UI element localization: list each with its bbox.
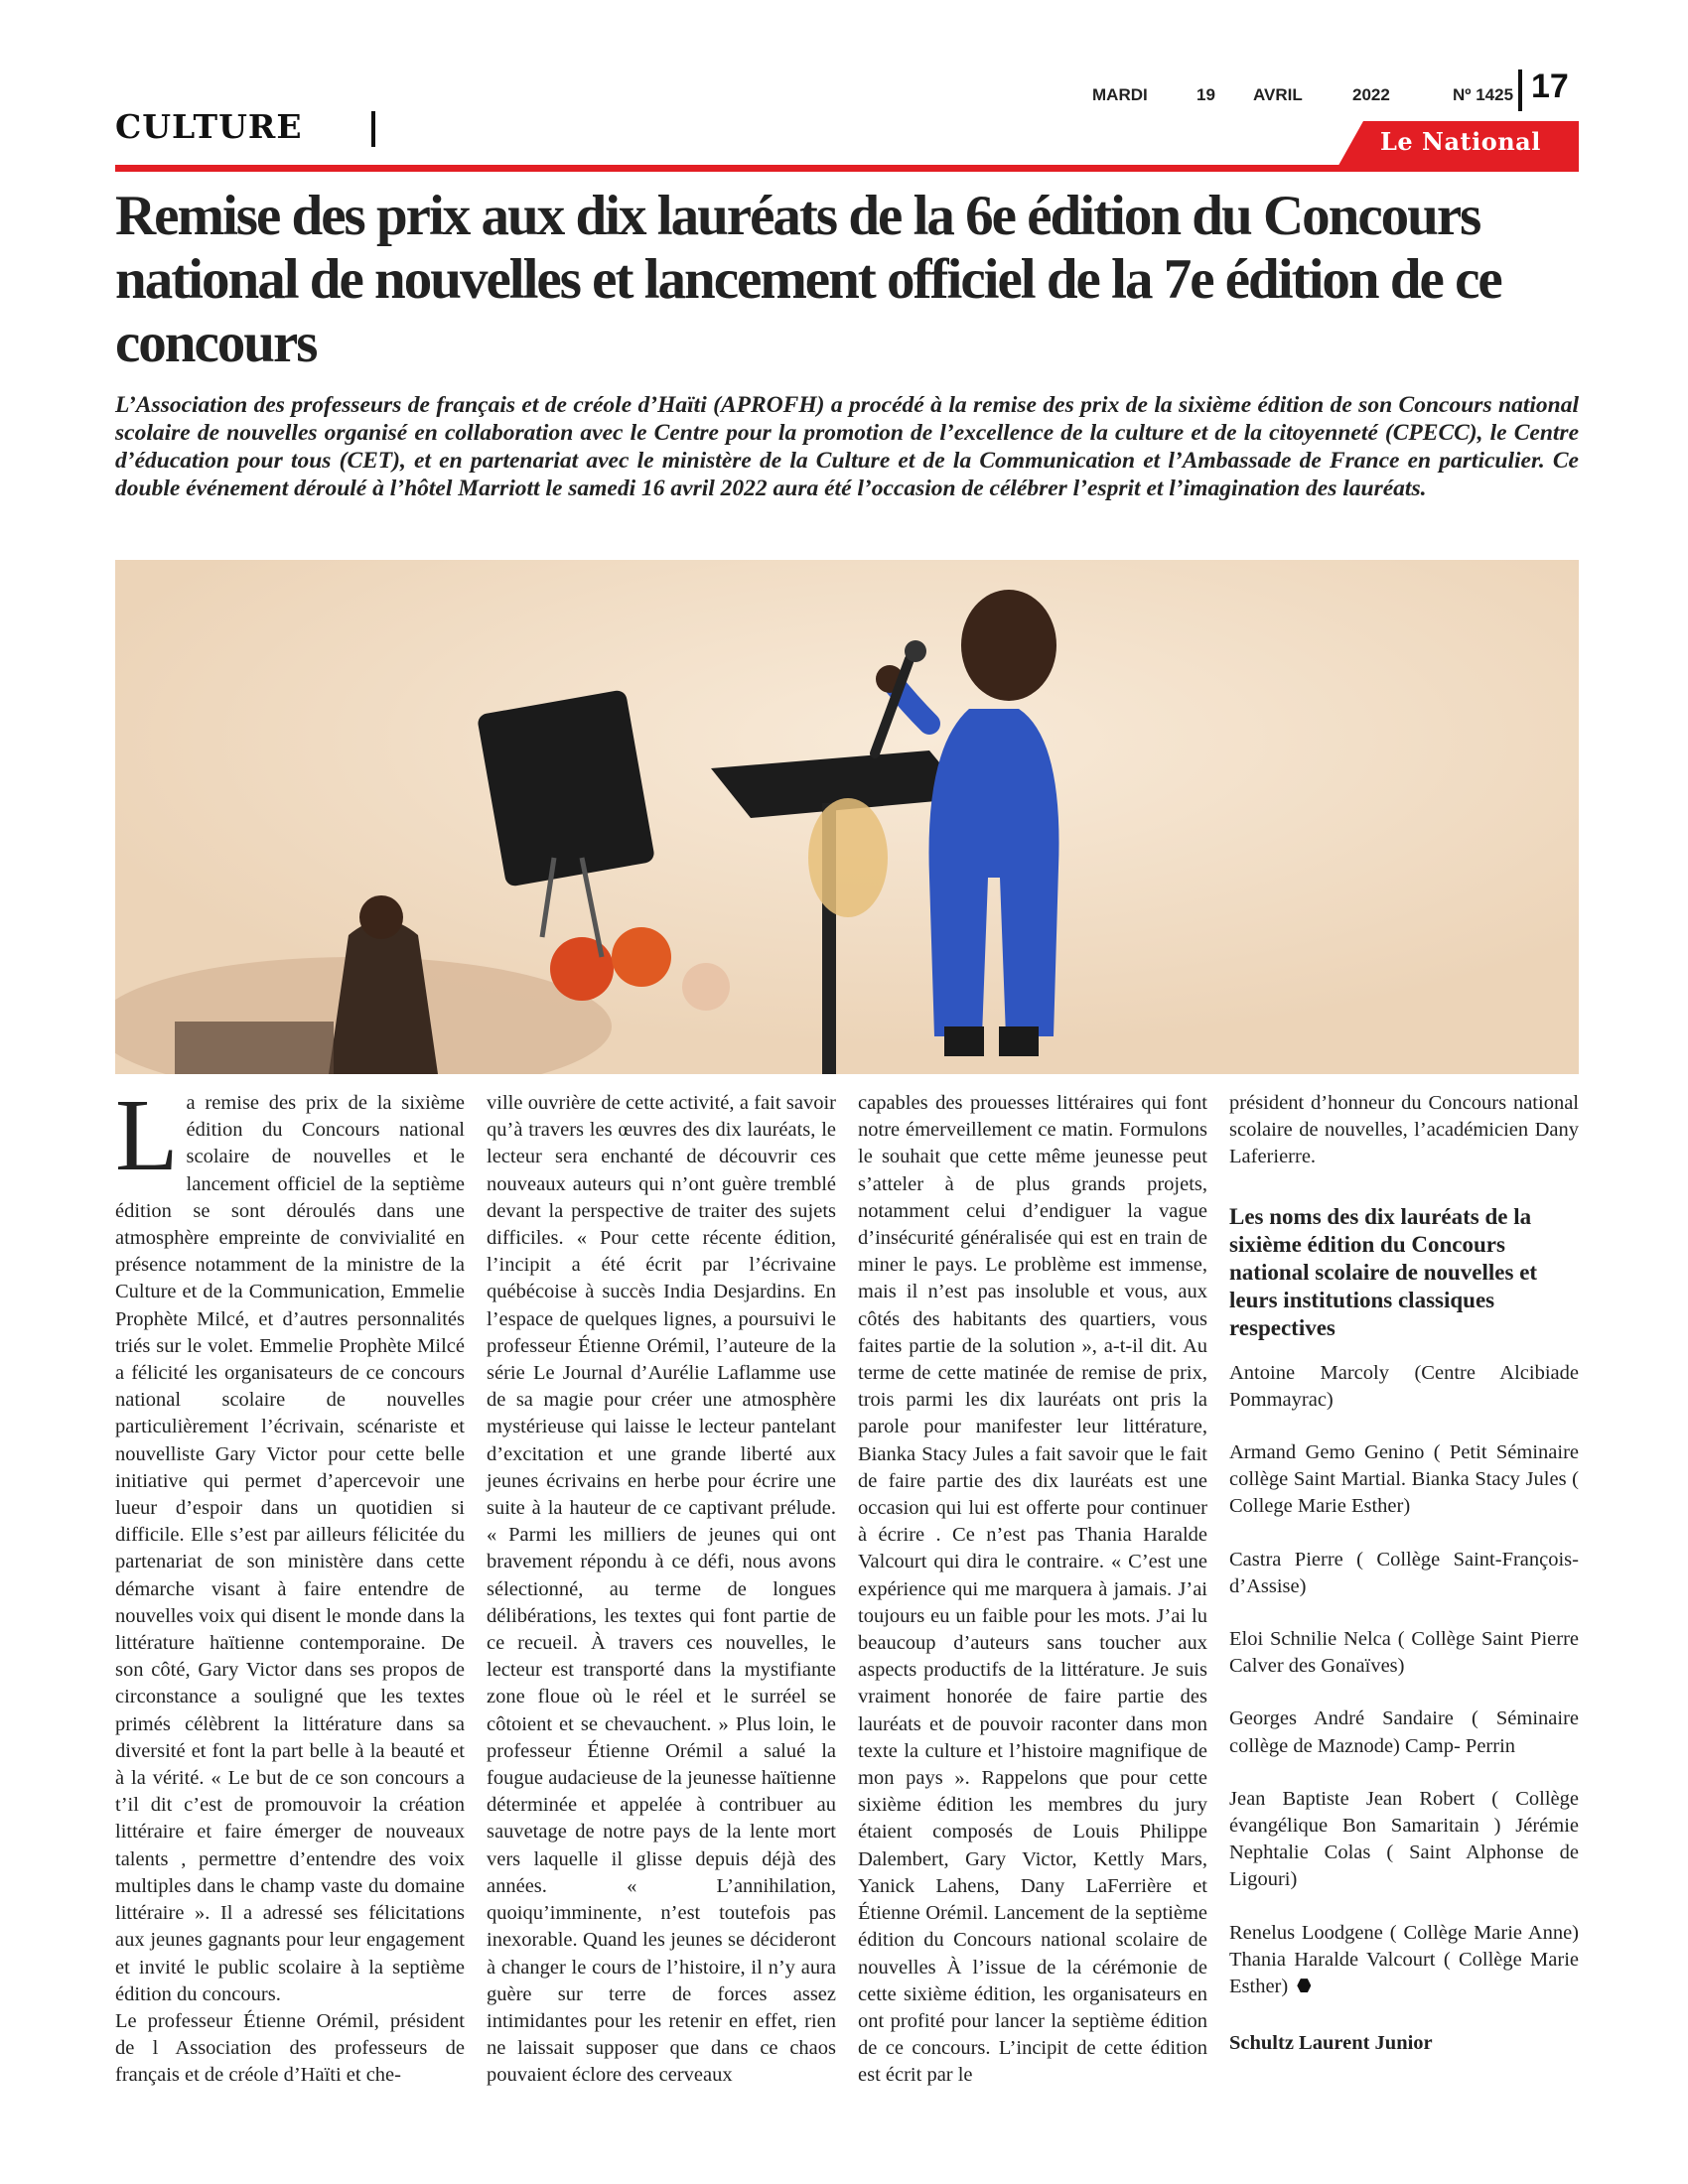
laureate-entry: Castra Pierre ( Collège Saint-François-d’Assise) xyxy=(1229,1548,1579,1597)
article-column-1 xyxy=(115,1078,465,2090)
section-label: CULTURE xyxy=(115,107,303,146)
page-number: 17 xyxy=(1531,68,1569,105)
article-paragraph: Le professeur Étienne Orémil, président de l Association des professeurs de français et de créole d’Haïti et che- xyxy=(115,2009,465,2087)
article-paragraph: président d’honneur du Concours national scolaire de nouvelles, l’académicien Dany Laferierre. xyxy=(1229,1092,1579,1168)
laureate-entry: Antoine Marcoly (Centre Alcibiade Pommayrac) xyxy=(1229,1361,1579,1411)
photo-illustration xyxy=(115,560,1579,1074)
microphone-head xyxy=(905,640,926,662)
drop-cap: L xyxy=(115,1078,179,1192)
article-paragraph xyxy=(115,1078,465,2008)
article-column-2 xyxy=(487,1090,836,2090)
audience-table xyxy=(175,1022,334,1074)
article-paragraph: capables des prouesses littéraires qui font notre émerveillement ce matin. Formulons le souhait que cette même jeunesse peut s’atteler à de plus grands projets, notamment celui d’endiguer la vague d’insécurité généralisée qui est en train de miner le pays. Le problème est immense, mais il n’est pas insoluble et vous, aux côtés des habitants des quartiers, vous faites partie de la solution », a-t-il dit. Au terme de cette matinée de remise de prix, trois parmi les dix lauréats ont pris la parole pour manifester leur littérature, Bianka Stacy Jules a fait savoir que le fait de faire partie des dix lauréats est une occasion qui lui est offerte pour continuer à écrire . Ce n’est pas Thania Haralde Valcourt qui dira le contraire. « C’est une expérience qui me marquera à jamais. J’ai toujours eu un faible pour les mots. J’ai lu beaucoup d’auteurs sans toucher aux aspects productifs de la littérature. Je suis vraiment honorée de faire partie des lauréats et de pouvoir raconter dans mon texte la culture et l’histoire magnifique de mon pays ». Rappelons que pour cette sixième édition les membres du jury étaient composés de Louis Philippe Dalembert, Gary Victor, Kettly Mars, Yanick Lahens, Dany LaFerrière et Étienne Orémil. Lancement de la septième édition du Concours national scolaire de nouvelles À l’issue de la cérémonie de cette sixième édition, les organisateurs en ont profité pour lancer la septième édition de ce concours. L’incipit de cette édition est écrit par le xyxy=(858,1092,1207,2087)
date-year: 2022 xyxy=(1352,85,1390,104)
end-of-article-icon xyxy=(1297,1979,1311,1992)
date-month: AVRIL xyxy=(1253,85,1303,104)
laureates-subhead: Les noms des dix lauréats de la sixième édition du Concours national scolaire de nouvelles et leurs institutions classiques respectives xyxy=(1229,1203,1538,1340)
red-balloon xyxy=(550,937,614,1001)
article-column-3 xyxy=(858,1090,1207,2090)
date-number: 19 xyxy=(1196,85,1215,104)
shoe xyxy=(944,1026,984,1056)
page-number-divider xyxy=(1518,69,1522,111)
laureate-text: Renelus Loodgene ( Collège Marie Anne) Thania Haralde Valcourt ( Collège Marie Esther) xyxy=(1229,1921,1579,1998)
issue-number: Nº 1425 xyxy=(1453,85,1514,104)
article-byline: Schultz Laurent Junior xyxy=(1229,2032,1433,2055)
speaker-cabinet xyxy=(477,689,655,887)
laureate-entry xyxy=(1229,1920,1579,2001)
article-paragraph: ville ouvrière de cette activité, a fait savoir qu’à travers les œuvres des dix lauréats, le lecteur sera enchanté de découvrir ces nouveaux auteurs qui n’ont guère tremblé devant la perspective de traiter des sujets difficiles. « Pour cette récente édition, l’incipit a été écrit par l’écrivaine québécoise à succès India Desjardins. En l’espace de quelques lignes, a poursuivi le professeur Étienne Orémil, l’auteure de la série Le Journal d’Aurélie Laflamme use de sa magie pour créer une atmosphère mystérieuse qui laisse le lecteur pantelant d’excitation et une grande liberté aux jeunes écrivains en herbe pour écrire une suite à la hauteur de ce captivant prélude. « Parmi les milliers de jeunes qui ont bravement répondu à ce défi, nous avons sélectionné, au terme de longues délibérations, les textes qui font partie de ce recueil. À travers ces nouvelles, le lecteur est transporté dans la mystifiante zone floue où le réel et le surréel se côtoient et se chevauchent. » Plus loin, le professeur Étienne Orémil a salué la fougue audacieuse de la jeunesse haïtienne déterminée et appelée à contribuer au sauvetage de notre pays de la lente mort vers laquelle il glisse depuis déjà des années. « L’annihilation, quoiqu’imminente, n’est toutefois pas inexorable. Quand les jeunes se décideront à changer le cours de l’histoire, il n’y aura guère sur terre de forces assez intimidantes pour les retenir en effet, rien ne laissait supposer que dans ce chaos pouvaient éclore des cerveaux xyxy=(487,1092,836,2087)
laureate-entry: Eloi Schnilie Nelca ( Collège Saint Pierre Calver des Gonaïves) xyxy=(1229,1628,1579,1678)
date-day: MARDI xyxy=(1092,85,1148,104)
article-headline: Remise des prix aux dix lauréats de la 6e édition du Concours national de nouvelles et lancement officiel de la 7e édition de ce concours xyxy=(115,185,1501,374)
paragraph-text: a remise des prix de la sixième édition du Concours national scolaire de nouvelles et le lancement officiel de la septième édition se sont déroulés dans une atmosphère empreinte de convivialité en présence notamment de la ministre de la Culture et de la Communication, Emmelie Prophète Milcé, et d’autres personnalités triés sur le volet. Emmelie Prophète Milcé a félicité les organisateurs de ce concours national scolaire de nouvelles particulièrement l’écrivain, scénariste et nouvelliste Gary Victor pour cette belle initiative qui permet d’apercevoir une lueur d’espoir dans un quotidien si difficile. Elle s’est par ailleurs félicitée du partenariat de son ministère dans cette démarche visant à faire entendre de nouvelles voix qui disent le monde dans la littérature haïtienne contemporaine. De son côté, Gary Victor dans ses propos de circonstance a souligné que les textes primés célèbrent la littérature dans sa diversité et font la part belle à la beauté et à la vérité. « Le but de ce son concours a t’il dit c’est de promouvoir la création littéraire et faire émerger de nouveaux talents , permettre d’entendre des voix multiples dans le champ vaste du domaine littéraire ». Il a adressé ses félicitations aux jeunes gagnants pour leur engagement et invité le public scolaire à la septième édition du concours. xyxy=(115,1092,465,2005)
section-divider xyxy=(371,111,375,147)
white-balloon xyxy=(682,963,730,1011)
laureate-entry: Jean Baptiste Jean Robert ( Collège évangélique Bon Samaritain ) Jérémie Nephtalie Colas ( Saint Alphonse de Ligouri) xyxy=(1229,1787,1579,1891)
podium-bow xyxy=(808,798,888,917)
red-balloon xyxy=(612,927,671,987)
masthead-title: Le National xyxy=(1380,127,1541,156)
article-lead: L’Association des professeurs de français et de créole d’Haïti (APROFH) a procédé à la remise des prix de la sixième édition de son Concours national scolaire de nouvelles organisé en collaboration avec le Centre pour la promotion de l’excellence de la culture et de la citoyenneté (CPECC), le Centre d’éducation pour tous (CET), et en partenariat avec le ministère de la Culture et de la Communication et l’Ambassade de France en particulier. Ce double événement déroulé à l’hôtel Marriott le samedi 16 avril 2022 aura été l’occasion de célébrer l’esprit et l’imagination des lauréats. xyxy=(115,392,1579,501)
shoe xyxy=(999,1026,1039,1056)
article-column-4 xyxy=(1229,1090,1579,2057)
article-photo xyxy=(115,560,1579,1074)
dateline xyxy=(1092,81,1549,111)
laureate-entry: Armand Gemo Genino ( Petit Séminaire collège Saint Martial. Bianka Stacy Jules ( College Marie Esther) xyxy=(1229,1441,1579,1518)
laureate-entry: Georges André Sandaire ( Séminaire collège de Maznode) Camp- Perrin xyxy=(1229,1707,1579,1757)
boy-head xyxy=(961,590,1056,701)
header-rule xyxy=(115,165,1579,172)
seated-person-head xyxy=(359,895,403,939)
